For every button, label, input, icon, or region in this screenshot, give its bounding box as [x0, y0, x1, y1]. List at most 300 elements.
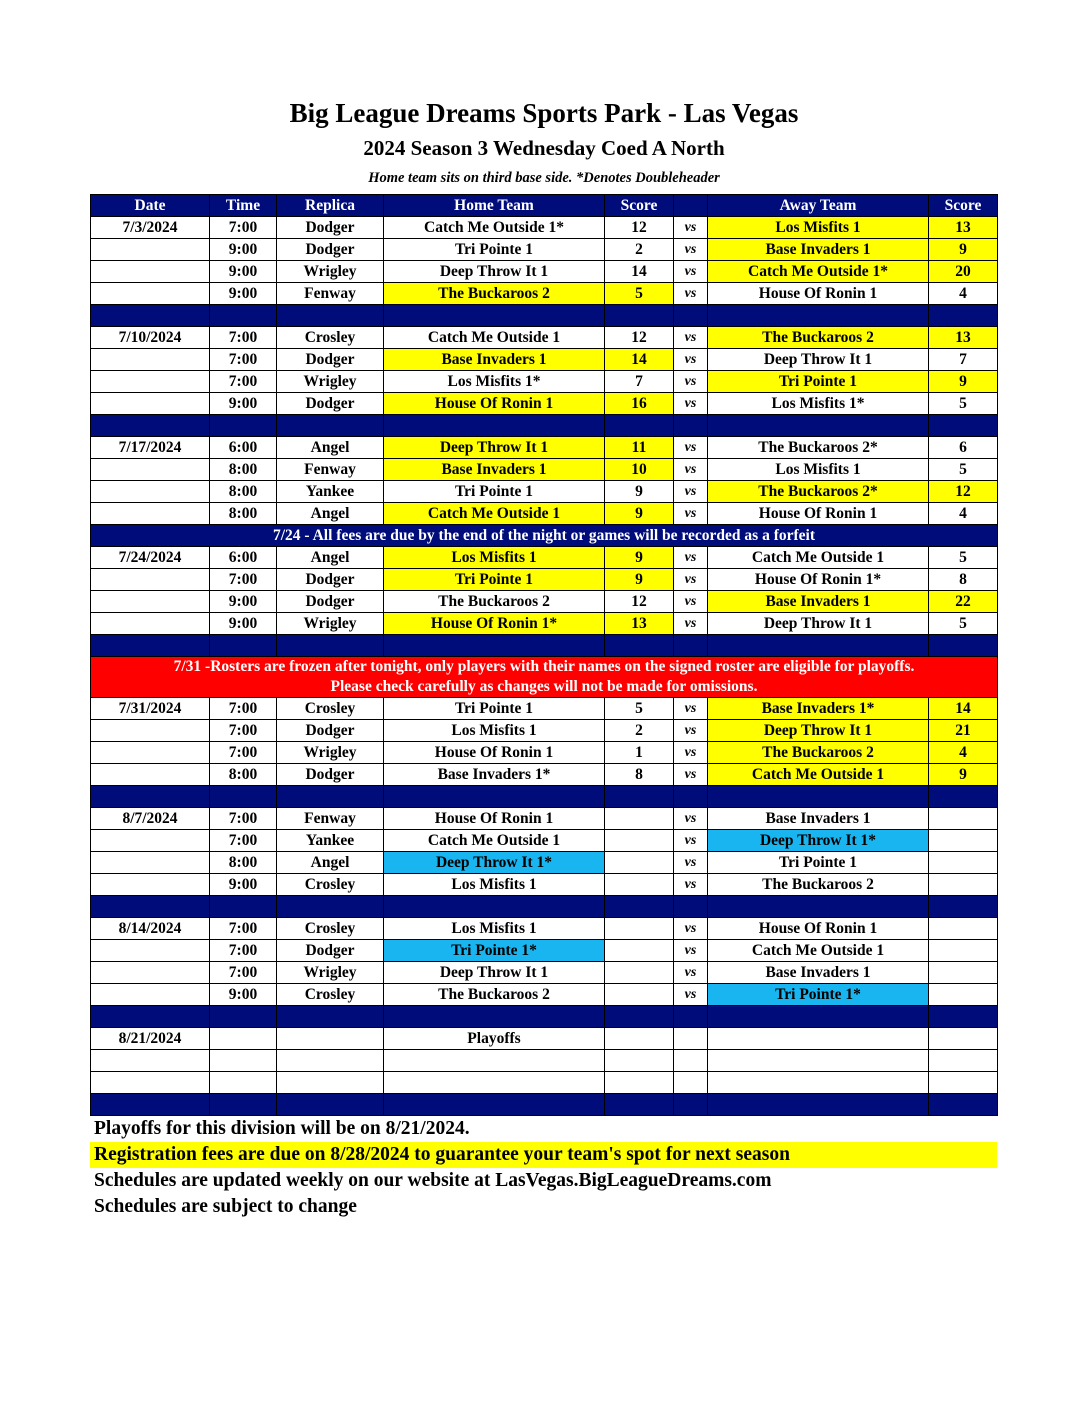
away-team-cell: Los Misfits 1 [708, 217, 929, 239]
home-team-cell: Base Invaders 1* [384, 764, 605, 786]
date-cell: 7/10/2024 [91, 327, 210, 349]
game-row [91, 239, 998, 261]
away-team-cell: Deep Throw It 1 [708, 720, 929, 742]
spacer-cell [384, 635, 605, 657]
date-cell [91, 742, 210, 764]
vs-cell: vs [674, 613, 708, 635]
date-cell: 7/24/2024 [91, 547, 210, 569]
home-team-cell: Deep Throw It 1* [384, 852, 605, 874]
home-score-cell: 14 [605, 261, 674, 283]
away-team-cell: Deep Throw It 1 [708, 349, 929, 371]
home-team-cell: Tri Pointe 1 [384, 481, 605, 503]
vs-cell [674, 1028, 708, 1050]
vs-cell: vs [674, 503, 708, 525]
away-team-cell: Los Misfits 1 [708, 459, 929, 481]
away-score-cell: 7 [929, 349, 998, 371]
home-score-cell: 2 [605, 720, 674, 742]
game-row [91, 940, 998, 962]
spacer-cell [384, 415, 605, 437]
away-team-cell: Base Invaders 1* [708, 698, 929, 720]
spacer-cell [91, 415, 210, 437]
field-cell: Dodger [277, 569, 384, 591]
time-cell: 7:00 [210, 217, 277, 239]
game-row [91, 371, 998, 393]
spacer-cell [929, 305, 998, 327]
game-row [91, 962, 998, 984]
home-team-cell: House Of Ronin 1 [384, 742, 605, 764]
vs-cell: vs [674, 371, 708, 393]
home-team-cell: Playoffs [384, 1028, 605, 1050]
page-subtitle: 2024 Season 3 Wednesday Coed A North [363, 136, 725, 160]
game-row [91, 720, 998, 742]
header-away-team: Away Team [708, 195, 929, 217]
game-row [91, 327, 998, 349]
spacer-cell [210, 1094, 277, 1116]
away-team-cell: Catch Me Outside 1 [708, 764, 929, 786]
home-score-cell [605, 1072, 674, 1094]
field-cell: Crosley [277, 874, 384, 896]
game-row [91, 830, 998, 852]
spacer-cell [605, 896, 674, 918]
vs-cell: vs [674, 283, 708, 305]
away-team-cell: The Buckaroos 2 [708, 874, 929, 896]
away-score-cell: 14 [929, 698, 998, 720]
away-team-cell: Base Invaders 1 [708, 962, 929, 984]
date-cell [91, 481, 210, 503]
away-score-cell [929, 984, 998, 1006]
home-team-cell: Tri Pointe 1 [384, 239, 605, 261]
field-cell: Yankee [277, 481, 384, 503]
away-team-cell: The Buckaroos 2* [708, 437, 929, 459]
time-cell: 9:00 [210, 984, 277, 1006]
away-team-cell: Tri Pointe 1* [708, 984, 929, 1006]
game-row [91, 503, 998, 525]
home-team-cell: Los Misfits 1 [384, 918, 605, 940]
date-cell [91, 613, 210, 635]
game-row [91, 283, 998, 305]
spacer-cell [91, 896, 210, 918]
game-row [91, 1050, 998, 1072]
game-row [91, 569, 998, 591]
date-cell: 7/17/2024 [91, 437, 210, 459]
game-row [91, 764, 998, 786]
header-replica: Replica [277, 195, 384, 217]
time-cell: 6:00 [210, 437, 277, 459]
time-cell: 7:00 [210, 830, 277, 852]
time-cell: 7:00 [210, 720, 277, 742]
spacer-cell [210, 305, 277, 327]
away-score-cell [929, 918, 998, 940]
vs-cell: vs [674, 830, 708, 852]
away-score-cell [929, 808, 998, 830]
header-row [91, 195, 998, 217]
away-team-cell: Deep Throw It 1 [708, 613, 929, 635]
date-cell [91, 984, 210, 1006]
alert-line: Please check carefully as changes will not be made for omissions. [330, 678, 758, 695]
away-score-cell: 13 [929, 327, 998, 349]
spacer-row [91, 1006, 998, 1028]
field-cell: Crosley [277, 327, 384, 349]
spacer-cell [708, 1094, 929, 1116]
header-home-team: Home Team [384, 195, 605, 217]
spacer-cell [708, 1006, 929, 1028]
date-cell [91, 393, 210, 415]
away-team-cell: Catch Me Outside 1* [708, 261, 929, 283]
vs-cell: vs [674, 852, 708, 874]
home-score-cell: 16 [605, 393, 674, 415]
game-row [91, 437, 998, 459]
vs-cell: vs [674, 349, 708, 371]
home-team-cell: House Of Ronin 1 [384, 393, 605, 415]
field-cell: Wrigley [277, 261, 384, 283]
home-team-cell: Base Invaders 1 [384, 349, 605, 371]
game-row [91, 393, 998, 415]
alert-row [91, 657, 998, 698]
field-cell [277, 1072, 384, 1094]
spacer-cell [929, 896, 998, 918]
time-cell: 9:00 [210, 283, 277, 305]
time-cell: 7:00 [210, 371, 277, 393]
notice-text: 7/24 - All fees are due by the end of the night or games will be recorded as a forfeit [91, 525, 998, 547]
spacer-cell [277, 1094, 384, 1116]
field-cell: Dodger [277, 940, 384, 962]
home-score-cell [605, 874, 674, 896]
spacer-cell [384, 1094, 605, 1116]
game-row [91, 349, 998, 371]
footer-registration-note: Registration fees are due on 8/28/2024 to guarantee your team's spot for next season [90, 1142, 997, 1168]
time-cell: 7:00 [210, 808, 277, 830]
game-row [91, 591, 998, 613]
home-team-cell: Base Invaders 1 [384, 459, 605, 481]
vs-cell: vs [674, 720, 708, 742]
vs-cell: vs [674, 393, 708, 415]
home-score-cell: 2 [605, 239, 674, 261]
away-team-cell: House Of Ronin 1 [708, 503, 929, 525]
spacer-cell [605, 1094, 674, 1116]
away-team-cell: Tri Pointe 1 [708, 852, 929, 874]
away-team-cell: Base Invaders 1 [708, 808, 929, 830]
away-score-cell: 12 [929, 481, 998, 503]
time-cell [210, 1028, 277, 1050]
home-team-cell: Tri Pointe 1* [384, 940, 605, 962]
away-team-cell [708, 1028, 929, 1050]
time-cell: 8:00 [210, 481, 277, 503]
header-vs [674, 195, 708, 217]
spacer-cell [605, 635, 674, 657]
game-row [91, 808, 998, 830]
spacer-cell [277, 786, 384, 808]
header-away-score: Score [929, 195, 998, 217]
spacer-cell [605, 1006, 674, 1028]
away-score-cell: 9 [929, 371, 998, 393]
home-score-cell [605, 984, 674, 1006]
home-score-cell [605, 852, 674, 874]
home-score-cell: 14 [605, 349, 674, 371]
home-score-cell: 9 [605, 481, 674, 503]
spacer-cell [91, 635, 210, 657]
spacer-row [91, 1094, 998, 1116]
spacer-cell [674, 896, 708, 918]
vs-cell: vs [674, 459, 708, 481]
home-score-cell: 7 [605, 371, 674, 393]
home-team-cell: House Of Ronin 1 [384, 808, 605, 830]
home-score-cell: 12 [605, 591, 674, 613]
date-cell [91, 874, 210, 896]
home-score-cell: 5 [605, 698, 674, 720]
spacer-cell [210, 786, 277, 808]
game-row [91, 459, 998, 481]
field-cell: Angel [277, 547, 384, 569]
away-score-cell [929, 1050, 998, 1072]
spacer-cell [674, 1094, 708, 1116]
time-cell: 9:00 [210, 239, 277, 261]
home-score-cell [605, 1028, 674, 1050]
away-score-cell: 4 [929, 503, 998, 525]
game-row [91, 918, 998, 940]
spacer-cell [674, 635, 708, 657]
away-team-cell: The Buckaroos 2 [708, 742, 929, 764]
home-score-cell [605, 918, 674, 940]
header-date: Date [91, 195, 210, 217]
footer-change-note: Schedules are subject to change [94, 1196, 357, 1217]
spacer-cell [91, 1006, 210, 1028]
game-row [91, 613, 998, 635]
time-cell: 7:00 [210, 327, 277, 349]
away-team-cell: Base Invaders 1 [708, 239, 929, 261]
away-score-cell: 5 [929, 393, 998, 415]
field-cell: Fenway [277, 459, 384, 481]
away-team-cell [708, 1072, 929, 1094]
vs-cell: vs [674, 239, 708, 261]
home-score-cell [605, 962, 674, 984]
game-row [91, 1028, 998, 1050]
home-score-cell [605, 940, 674, 962]
field-cell: Yankee [277, 830, 384, 852]
header-time: Time [210, 195, 277, 217]
away-team-cell: Los Misfits 1* [708, 393, 929, 415]
spacer-cell [929, 1094, 998, 1116]
spacer-row [91, 786, 998, 808]
away-team-cell: House Of Ronin 1* [708, 569, 929, 591]
away-team-cell: The Buckaroos 2 [708, 327, 929, 349]
vs-cell: vs [674, 591, 708, 613]
home-team-cell: The Buckaroos 2 [384, 591, 605, 613]
spacer-cell [674, 415, 708, 437]
game-row [91, 547, 998, 569]
date-cell [91, 962, 210, 984]
vs-cell: vs [674, 217, 708, 239]
time-cell: 7:00 [210, 698, 277, 720]
away-score-cell: 5 [929, 459, 998, 481]
spacer-cell [384, 896, 605, 918]
vs-cell: vs [674, 984, 708, 1006]
spacer-cell [210, 635, 277, 657]
date-cell [91, 239, 210, 261]
away-score-cell: 21 [929, 720, 998, 742]
date-cell: 7/31/2024 [91, 698, 210, 720]
spacer-cell [605, 786, 674, 808]
spacer-cell [210, 896, 277, 918]
spacer-cell [277, 1006, 384, 1028]
home-score-cell: 9 [605, 503, 674, 525]
page-title: Big League Dreams Sports Park - Las Vegas [289, 98, 799, 128]
spacer-cell [277, 635, 384, 657]
game-row [91, 217, 998, 239]
home-team-cell: Catch Me Outside 1 [384, 830, 605, 852]
date-cell: 7/3/2024 [91, 217, 210, 239]
date-cell [91, 371, 210, 393]
spacer-row [91, 635, 998, 657]
spacer-cell [210, 1006, 277, 1028]
game-row [91, 742, 998, 764]
spacer-cell [277, 415, 384, 437]
away-team-cell: Tri Pointe 1 [708, 371, 929, 393]
vs-cell: vs [674, 569, 708, 591]
schedule-body [91, 217, 998, 1116]
spacer-cell [674, 305, 708, 327]
field-cell: Fenway [277, 808, 384, 830]
time-cell: 9:00 [210, 613, 277, 635]
game-row [91, 1072, 998, 1094]
spacer-cell [384, 1006, 605, 1028]
date-cell [91, 940, 210, 962]
away-score-cell: 8 [929, 569, 998, 591]
time-cell: 7:00 [210, 940, 277, 962]
field-cell: Angel [277, 852, 384, 874]
field-cell: Dodger [277, 720, 384, 742]
home-score-cell: 11 [605, 437, 674, 459]
home-score-cell: 9 [605, 547, 674, 569]
away-team-cell: Catch Me Outside 1 [708, 940, 929, 962]
home-team-cell: The Buckaroos 2 [384, 984, 605, 1006]
field-cell: Wrigley [277, 613, 384, 635]
vs-cell: vs [674, 940, 708, 962]
vs-cell [674, 1072, 708, 1094]
home-team-cell [384, 1050, 605, 1072]
game-row [91, 261, 998, 283]
field-cell: Dodger [277, 349, 384, 371]
vs-cell: vs [674, 481, 708, 503]
date-cell [91, 503, 210, 525]
spacer-cell [605, 305, 674, 327]
away-score-cell [929, 830, 998, 852]
home-team-cell: Los Misfits 1 [384, 874, 605, 896]
schedule-table [90, 194, 998, 1116]
time-cell: 8:00 [210, 852, 277, 874]
vs-cell: vs [674, 547, 708, 569]
vs-cell: vs [674, 918, 708, 940]
time-cell: 7:00 [210, 962, 277, 984]
away-score-cell: 4 [929, 283, 998, 305]
field-cell: Dodger [277, 393, 384, 415]
home-team-cell: The Buckaroos 2 [384, 283, 605, 305]
spacer-cell [210, 415, 277, 437]
away-score-cell [929, 874, 998, 896]
away-team-cell: Base Invaders 1 [708, 591, 929, 613]
spacer-cell [929, 635, 998, 657]
field-cell [277, 1028, 384, 1050]
field-cell: Dodger [277, 217, 384, 239]
time-cell: 9:00 [210, 393, 277, 415]
game-row [91, 874, 998, 896]
home-team-cell: Deep Throw It 1 [384, 261, 605, 283]
date-cell [91, 1050, 210, 1072]
home-score-cell: 1 [605, 742, 674, 764]
spacer-cell [674, 1006, 708, 1028]
away-team-cell: The Buckaroos 2* [708, 481, 929, 503]
field-cell: Crosley [277, 698, 384, 720]
home-team-cell: Catch Me Outside 1* [384, 217, 605, 239]
schedule-note: Home team sits on third base side. *Denotes Doubleheader [368, 170, 720, 186]
header-home-score: Score [605, 195, 674, 217]
time-cell: 9:00 [210, 874, 277, 896]
field-cell: Dodger [277, 591, 384, 613]
spacer-cell [605, 415, 674, 437]
vs-cell: vs [674, 698, 708, 720]
home-score-cell: 10 [605, 459, 674, 481]
date-cell: 8/7/2024 [91, 808, 210, 830]
away-score-cell: 20 [929, 261, 998, 283]
home-score-cell [605, 830, 674, 852]
spacer-cell [277, 896, 384, 918]
away-score-cell: 13 [929, 217, 998, 239]
spacer-cell [929, 1006, 998, 1028]
home-score-cell: 8 [605, 764, 674, 786]
vs-cell: vs [674, 808, 708, 830]
home-team-cell: Tri Pointe 1 [384, 569, 605, 591]
spacer-cell [708, 305, 929, 327]
spacer-cell [929, 786, 998, 808]
game-row [91, 984, 998, 1006]
date-cell [91, 852, 210, 874]
away-score-cell: 4 [929, 742, 998, 764]
away-score-cell [929, 1028, 998, 1050]
spacer-cell [277, 305, 384, 327]
time-cell: 9:00 [210, 261, 277, 283]
home-team-cell [384, 1072, 605, 1094]
away-team-cell: Deep Throw It 1* [708, 830, 929, 852]
spacer-cell [384, 786, 605, 808]
game-row [91, 698, 998, 720]
spacer-cell [708, 896, 929, 918]
game-row [91, 852, 998, 874]
time-cell: 8:00 [210, 764, 277, 786]
date-cell [91, 349, 210, 371]
field-cell: Wrigley [277, 742, 384, 764]
spacer-row [91, 305, 998, 327]
vs-cell: vs [674, 742, 708, 764]
date-cell [91, 283, 210, 305]
date-cell [91, 459, 210, 481]
away-score-cell: 5 [929, 547, 998, 569]
field-cell [277, 1050, 384, 1072]
date-cell [91, 1072, 210, 1094]
footer-website-note: Schedules are updated weekly on our website at LasVegas.BigLeagueDreams.com [94, 1170, 772, 1191]
home-team-cell: Deep Throw It 1 [384, 437, 605, 459]
spacer-cell [91, 786, 210, 808]
time-cell: 8:00 [210, 459, 277, 481]
alert-cell [91, 657, 998, 698]
date-cell [91, 764, 210, 786]
away-score-cell: 5 [929, 613, 998, 635]
spacer-cell [674, 786, 708, 808]
home-team-cell: Catch Me Outside 1 [384, 327, 605, 349]
date-cell [91, 591, 210, 613]
spacer-cell [384, 305, 605, 327]
time-cell: 9:00 [210, 591, 277, 613]
field-cell: Crosley [277, 918, 384, 940]
spacer-cell [708, 635, 929, 657]
